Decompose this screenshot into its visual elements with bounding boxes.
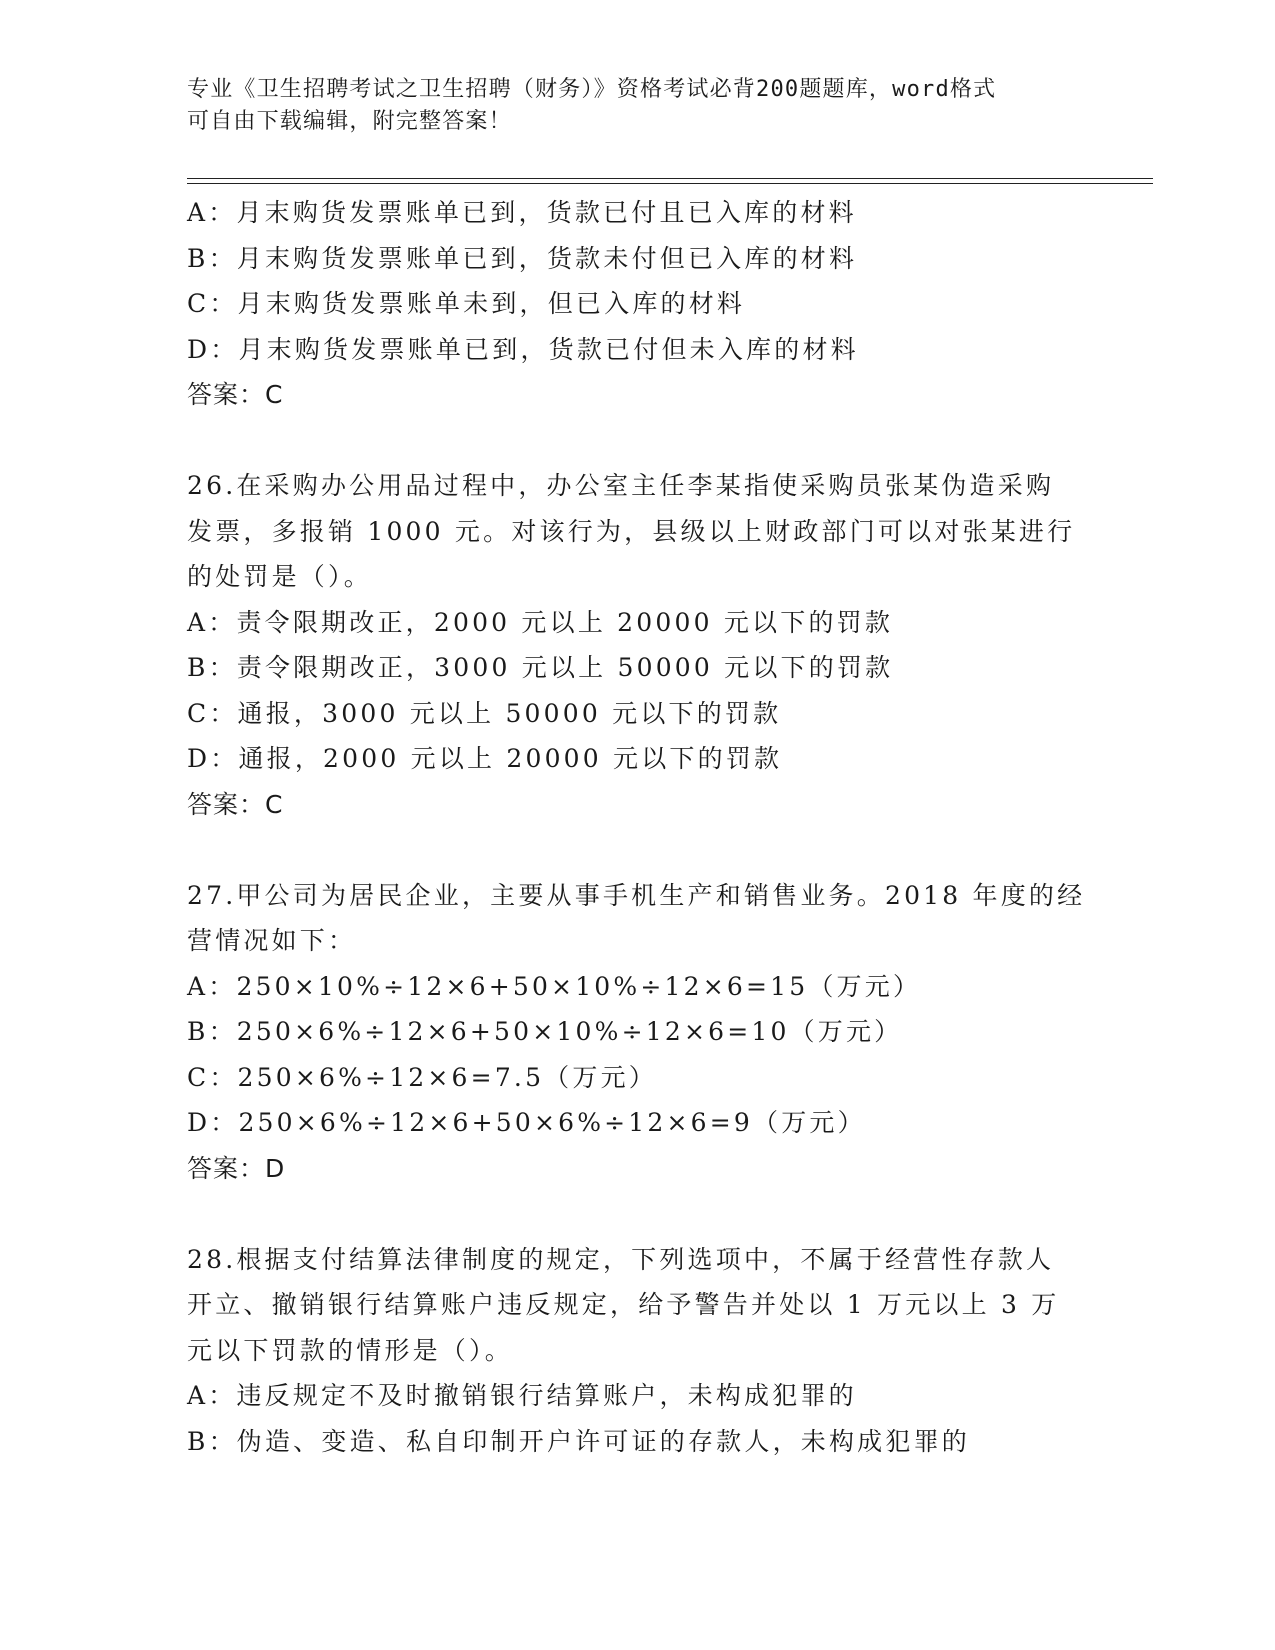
question-25 xyxy=(187,190,1107,418)
header-line-1: 专业《卫生招聘考试之卫生招聘（财务）》资格考试必背200题题库，word格式 xyxy=(187,77,997,102)
spacer xyxy=(187,418,1107,464)
option-d: D：通报，2000 元以上 20000 元以下的罚款 xyxy=(187,744,783,773)
question-stem-line: 27.甲公司为居民企业，主要从事手机生产和销售业务。2018 年度的经 xyxy=(187,880,1086,910)
question-26 xyxy=(187,463,1107,827)
answer: 答案：C xyxy=(187,789,284,819)
option-b: B：250×6%÷12×6+50×10%÷12×6=10（万元） xyxy=(187,1017,903,1046)
option-c: C：250×6%÷12×6=7.5（万元） xyxy=(187,1062,657,1092)
question-stem-line: 营情况如下： xyxy=(187,926,357,955)
question-list xyxy=(187,190,1107,1464)
option-c: C：通报，3000 元以上 50000 元以下的罚款 xyxy=(187,698,782,728)
option-a: A：责令限期改正，2000 元以上 20000 元以下的罚款 xyxy=(187,607,894,637)
document-header xyxy=(187,74,1087,138)
question-stem-line: 发票，多报销 1000 元。对该行为，县级以上财政部门可以对张某进行 xyxy=(187,516,1076,546)
header-divider-bottom xyxy=(187,183,1153,184)
question-stem-line: 元以下罚款的情形是（）。 xyxy=(187,1335,513,1365)
option-a: A：违反规定不及时撤销银行结算账户，未构成犯罪的 xyxy=(187,1381,857,1410)
answer: 答案：D xyxy=(187,1153,286,1183)
header-divider-top xyxy=(187,178,1153,179)
header-line-2: 可自由下载编辑，附完整答案！ xyxy=(187,109,512,134)
option-d: D：月末购货发票账单已到，货款已付但未入库的材料 xyxy=(187,334,859,364)
option-a: A：月末购货发票账单已到，货款已付且已入库的材料 xyxy=(187,198,857,227)
spacer xyxy=(187,1191,1107,1237)
answer: 答案：C xyxy=(187,380,284,409)
question-stem-line: 26.在采购办公用品过程中，办公室主任李某指使采购员张某伪造采购 xyxy=(187,471,1055,500)
option-c: C：月末购货发票账单未到，但已入库的材料 xyxy=(187,289,746,318)
option-b: B：责令限期改正，3000 元以上 50000 元以下的罚款 xyxy=(187,653,894,682)
question-stem-line: 28.根据支付结算法律制度的规定，下列选项中，不属于经营性存款人 xyxy=(187,1244,1055,1274)
option-b: B：伪造、变造、私自印制开户许可证的存款人，未构成犯罪的 xyxy=(187,1426,970,1456)
option-b: B：月末购货发票账单已到，货款未付但已入库的材料 xyxy=(187,243,858,273)
question-stem-line: 的处罚是（）。 xyxy=(187,562,372,591)
option-d: D：250×6%÷12×6+50×6%÷12×6=9（万元） xyxy=(187,1108,866,1137)
spacer xyxy=(187,827,1107,873)
option-a: A：250×10%÷12×6+50×10%÷12×6=15（万元） xyxy=(187,971,922,1001)
question-27 xyxy=(187,873,1107,1192)
question-stem-line: 开立、撤销银行结算账户违反规定，给予警告并处以 1 万元以上 3 万 xyxy=(187,1290,1060,1319)
question-28 xyxy=(187,1237,1107,1465)
